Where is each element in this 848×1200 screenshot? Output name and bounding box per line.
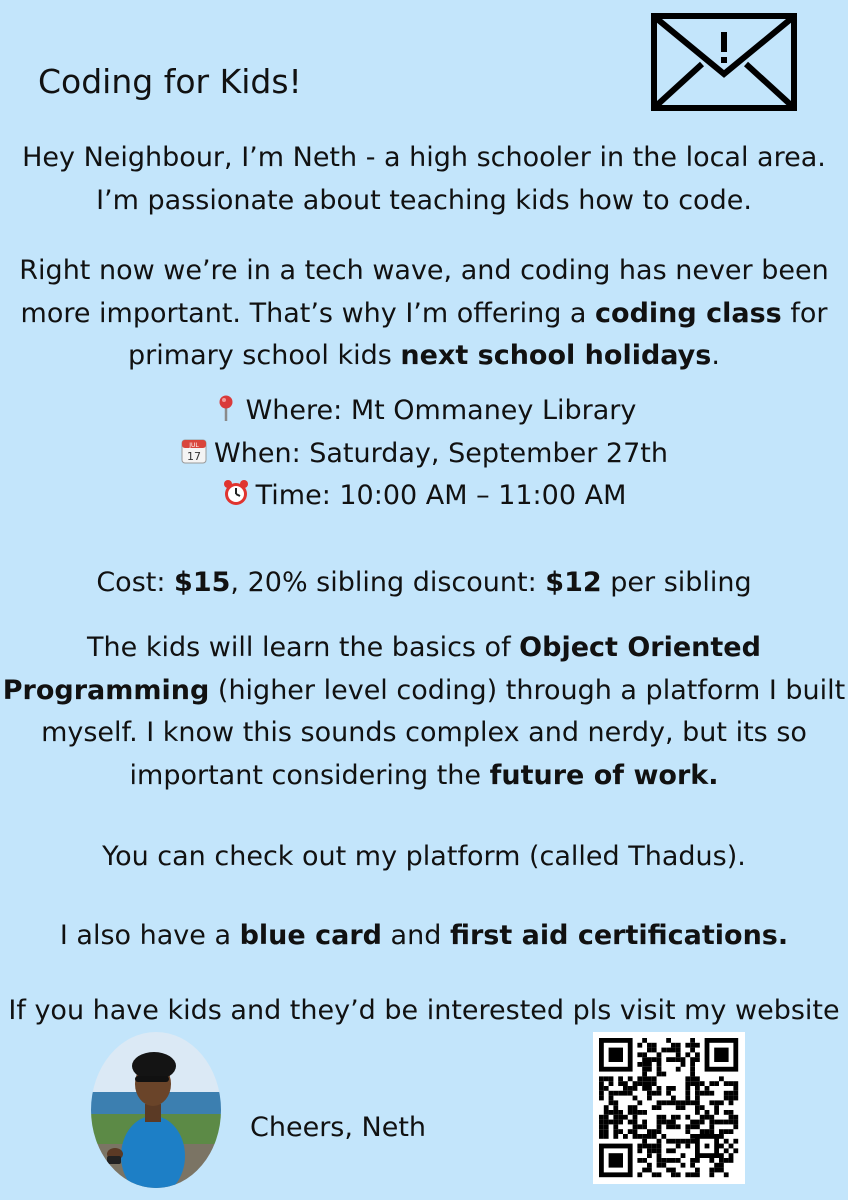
- offer-paragraph: [0, 250, 848, 378]
- time-text: Time: 10:00 AM – 11:00 AM: [255, 480, 627, 511]
- blue-card-highlight: blue card: [239, 920, 382, 951]
- envelope-alert-icon: [650, 12, 798, 112]
- calendar-day: 17: [187, 449, 202, 463]
- signoff: Cheers, Neth: [250, 1112, 427, 1143]
- qr-code[interactable]: [593, 1032, 745, 1184]
- when-text: When: Saturday, September 27th: [214, 437, 668, 469]
- alarm-clock-icon: [222, 479, 250, 507]
- learn-text: The kids will learn the basics of: [87, 632, 520, 663]
- cost-line: [0, 562, 848, 605]
- certs-text: I also have a: [59, 920, 240, 951]
- where-text: Where: Mt Ommaney Library: [245, 395, 637, 426]
- event-details: [0, 390, 848, 518]
- cost-text: per sibling: [601, 567, 752, 598]
- round-pushpin-icon: [212, 394, 240, 422]
- coding-class-highlight: coding class: [595, 297, 782, 329]
- oop-highlight: Object Oriented Programming: [2, 632, 761, 706]
- sibling-price-highlight: $12: [545, 567, 602, 598]
- learn-paragraph: [0, 627, 848, 797]
- intro-paragraph: Hey Neighbour, I’m Neth - a high schooler in the local area. I’m passionate about teaching kids how to code.: [22, 142, 826, 216]
- school-holidays-highlight: next school holidays: [400, 340, 712, 371]
- learn-text: (higher level coding) through a platform I built myself. I know this sounds complex and nerdy, but its so important considering the: [41, 674, 846, 791]
- qr-modules: [599, 1038, 738, 1177]
- visit-website-line: If you have kids and they’d be interested pls visit my website: [8, 995, 840, 1026]
- calendar-month: JUL: [189, 441, 199, 449]
- when-line: [0, 433, 848, 476]
- time-line: [0, 475, 848, 518]
- platform-line: You can check out my platform (called Thadus).: [102, 841, 746, 872]
- offer-text: Right now we’re in a tech wave, and coding has never been more important. That’s why I’m offering a: [19, 255, 829, 329]
- offer-text: for primary school kids: [128, 297, 828, 371]
- certs-text: and: [381, 920, 450, 951]
- future-of-work-highlight: future of work.: [489, 759, 719, 791]
- cost-text: Cost:: [96, 567, 175, 598]
- where-line: [0, 390, 848, 433]
- certifications-line: [0, 915, 848, 958]
- avatar: [91, 1032, 221, 1188]
- price-highlight: $15: [174, 567, 231, 598]
- page-title: Coding for Kids!: [38, 62, 302, 101]
- offer-text: .: [711, 340, 720, 371]
- first-aid-highlight: first aid certifications.: [449, 920, 789, 951]
- cost-text: , 20% sibling discount:: [230, 567, 546, 598]
- calendar-icon: [180, 437, 208, 465]
